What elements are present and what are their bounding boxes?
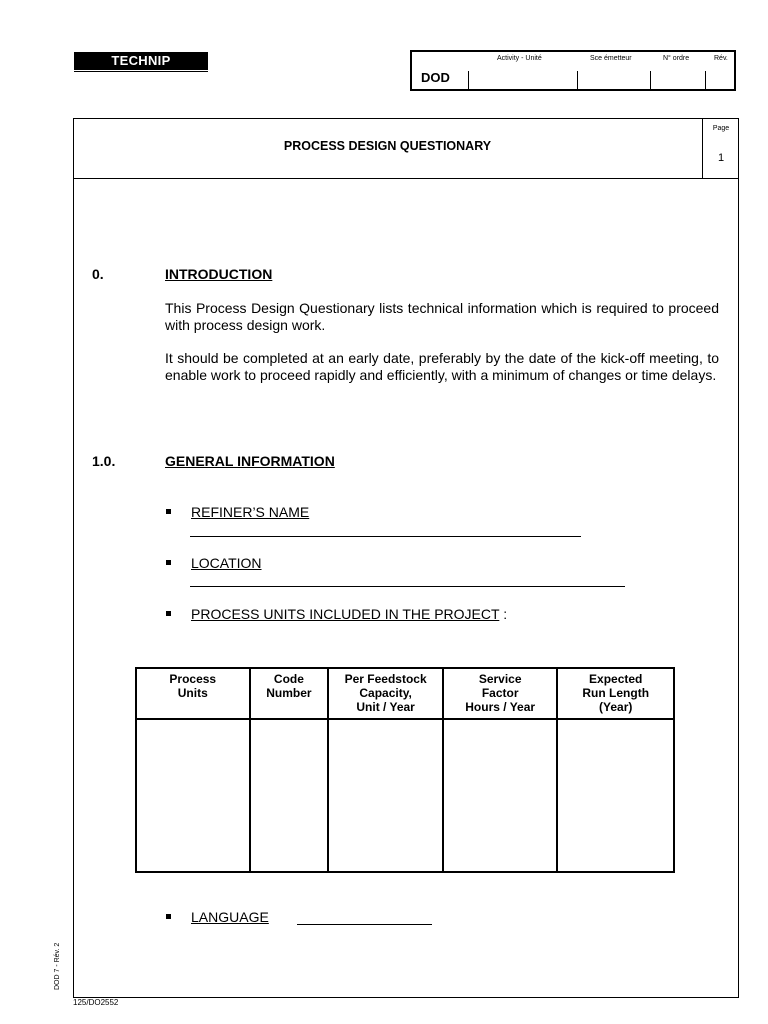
logo-underline (74, 71, 208, 72)
page-number-box (702, 118, 739, 179)
bullet (166, 560, 171, 565)
table-row (136, 719, 674, 872)
cell-divider (650, 71, 651, 91)
process-units-table (135, 667, 675, 873)
process-units-label-row (191, 606, 507, 622)
table-cell-code-number[interactable] (250, 719, 329, 872)
table-cell-service-factor[interactable] (443, 719, 557, 872)
col-code-number: Code Number (250, 668, 329, 719)
activity-unit-label: Activity - Unité (497, 55, 542, 62)
section-0-title: INTRODUCTION (165, 266, 273, 282)
section-0-number: 0. (92, 266, 104, 282)
process-units-colon: : (499, 606, 508, 622)
document-reference-box (410, 50, 736, 91)
intro-paragraph-1: This Process Design Questionary lists technical information which is required to proceed with process design work. (165, 300, 719, 333)
intro-paragraph-2: It should be completed at an early date, preferably by the date of the kick-off meeting, to enable work to proceed rapidly and efficiently, with a minimum of changes or time delays. (165, 350, 719, 383)
issuer-label: Sce émetteur (590, 55, 632, 62)
col-service-factor: Service Factor Hours / Year (443, 668, 557, 719)
table-cell-feedstock-capacity[interactable] (328, 719, 443, 872)
order-number-label: N° ordre (663, 55, 690, 62)
location-label: LOCATION (191, 555, 262, 571)
table-cell-process-units[interactable] (136, 719, 250, 872)
section-1-title: GENERAL INFORMATION (165, 453, 335, 469)
col-feedstock-capacity: Per Feedstock Capacity, Unit / Year (328, 668, 443, 719)
table-cell-run-length[interactable] (557, 719, 674, 872)
language-field[interactable] (297, 924, 432, 925)
dod-label: DOD (421, 70, 450, 85)
refiners-name-label: REFINER’S NAME (191, 504, 310, 520)
title-separator (73, 178, 739, 179)
process-units-label: PROCESS UNITS INCLUDED IN THE PROJECT (191, 606, 500, 622)
bullet (166, 611, 171, 616)
col-process-units: Process Units (136, 668, 250, 719)
refiners-name-field[interactable] (190, 536, 581, 537)
table-header-row (136, 668, 674, 719)
document-code: 125/DO2552 (73, 998, 119, 1007)
technip-logo: TECHNIP (74, 52, 208, 70)
location-field[interactable] (190, 586, 625, 587)
document-title: PROCESS DESIGN QUESTIONARY (283, 139, 492, 153)
section-1-number: 1.0. (92, 453, 116, 469)
cell-divider (705, 71, 706, 91)
revision-label: Rév. (714, 55, 728, 62)
language-label: LANGUAGE (191, 909, 269, 925)
bullet (166, 914, 171, 919)
page-number: 1 (717, 152, 725, 164)
reference-cells (468, 71, 735, 91)
form-revision-code: DOD 7 - Rév. 2 (54, 942, 61, 990)
col-expected-run-length: Expected Run Length (Year) (557, 668, 674, 719)
cell-divider (577, 71, 578, 91)
page-label: Page (712, 125, 730, 132)
bullet (166, 509, 171, 514)
